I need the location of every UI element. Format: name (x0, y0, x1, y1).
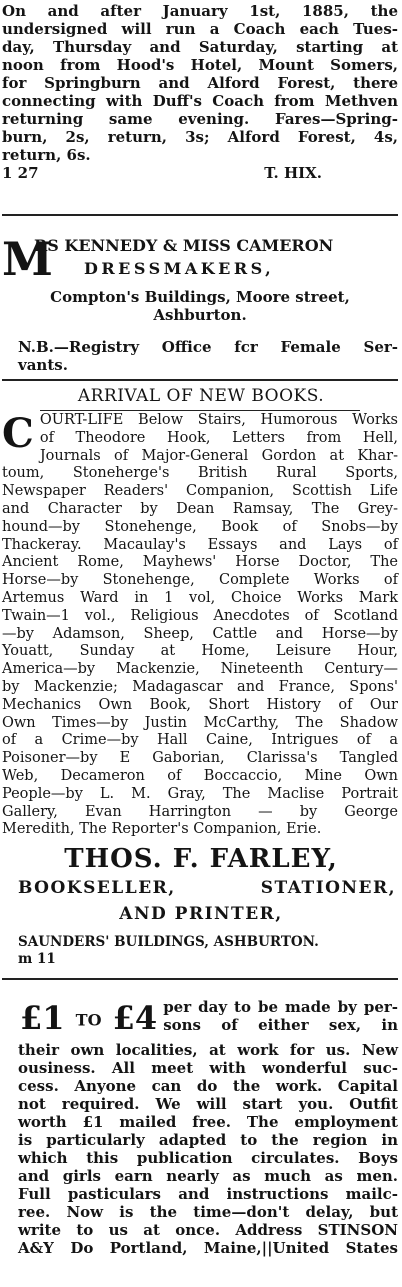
books-line: Ancient Rome, Mayhews' Horse Doctor, The (2, 554, 398, 571)
trade-name: DRESSMAKERS, (84, 259, 275, 278)
bookseller-name: THOS. F. FARLEY, (64, 844, 338, 875)
money-ad-heading (0, 998, 402, 1041)
drop-cap: C (2, 410, 34, 457)
money-ad-line: is particularly adapted to the region in (18, 1130, 398, 1149)
money-ad-line: Full pasticulars and instructions mailc- (18, 1184, 398, 1203)
trade-bookseller: BOOKSELLER, (18, 878, 176, 899)
drop-cap: M (2, 232, 53, 286)
books-line: toum, Stoneherge's British Rural Sports, (2, 465, 398, 482)
money-ad-line: worth £1 mailed free. The employment (18, 1112, 398, 1131)
money-ad-line: and girls earn nearly as much as men. (18, 1166, 398, 1185)
dressmakers-town: Ashburton. (153, 306, 247, 324)
money-ad-line: sons of either sex, in (163, 1016, 398, 1034)
money-ad-body (0, 1041, 402, 1257)
dressmakers-heading (0, 232, 402, 286)
books-line: Mechanics Own Book, Short History of Our (2, 696, 398, 713)
books-line: People—by L. M. Gray, The Maclise Portrait (2, 785, 398, 802)
coach-ad-line: undersigned will run a Coach each Tues- (2, 20, 398, 38)
coach-service-ad (0, 2, 402, 182)
coach-ad-line: connecting with Duff's Coach from Methven (2, 92, 398, 110)
books-line: Horse—by Stonehenge, Complete Works of (2, 572, 398, 589)
books-line: America—by Mackenzie, Nineteenth Century— (2, 661, 398, 678)
work-from-home-ad (0, 998, 402, 1257)
books-line: —by Adamson, Sheep, Cattle and Horse—by (2, 625, 398, 642)
ad-code: m 11 (18, 951, 56, 968)
books-ad-title: ARRIVAL OF NEW BOOKS. (77, 386, 325, 406)
books-line: Youatt, Sunday at Home, Leisure Hour, (2, 643, 398, 660)
books-line: OURT-LIFE Below Stairs, Humorous Works (39, 412, 398, 428)
money-ad-line: write to us at once. Address STINSON (18, 1220, 398, 1239)
earnings-headline (0, 998, 157, 1041)
books-list (0, 412, 402, 839)
ad-code: 1 27 (2, 164, 39, 182)
coach-ad-line: return, 6s. (2, 146, 91, 164)
registry-note: vants. (18, 356, 68, 374)
trade-printer: AND PRINTER, (119, 904, 283, 925)
books-line: Meredith, The Reporter's Companion, Erie. (2, 821, 322, 838)
books-line: Twain—1 vol., Religious Anecdotes of Scotland (2, 607, 398, 624)
coach-ad-footer (0, 164, 402, 182)
money-ad-line: which this publication circulates. Boys (18, 1148, 398, 1167)
coach-ad-line: noon from Hood's Hotel, Mount Somers, (2, 56, 398, 74)
books-line: Journals of Major-General Gordon at Khar- (39, 447, 398, 464)
books-line: hound—by Stonehenge, Book of Snobs—by (2, 518, 398, 535)
books-line: by Mackenzie; Madagascar and France, Spons' (2, 678, 398, 695)
money-ad-line: not required. We will start you. Outfit (18, 1094, 398, 1113)
money-ad-line: ree. Now is the time—don't delay, but (18, 1202, 398, 1221)
coach-ad-line: On and after January 1st, 1885, the (2, 2, 398, 20)
books-line: Poisoner—by E Gaborian, Clarissa's Tangled (2, 750, 398, 767)
books-line: of a Crime—by Hall Caine, Intrigues of a (2, 732, 398, 749)
trade-stationer: STATIONER, (260, 878, 396, 899)
column-divider (2, 214, 398, 216)
books-line: Web, Decameron of Boccaccio, Mine Own (2, 767, 398, 784)
title-underline (40, 410, 360, 411)
to-word: TO (75, 1010, 102, 1030)
dressmakers-ad (0, 232, 402, 374)
registry-note: N.B.—Registry Office fcr Female Ser- (18, 338, 398, 356)
books-line: and Character by Dean Ramsay, The Grey- (2, 500, 398, 517)
money-ad-line: per day to be made by per- (163, 998, 398, 1016)
books-line: Gallery, Evan Harrington — by George (2, 803, 398, 820)
dressmakers-address: Compton's Buildings, Moore street, (50, 288, 350, 306)
books-line: of Theodore Hook, Letters from Hell, (39, 429, 398, 446)
coach-ad-line: day, Thursday and Saturday, starting at (2, 38, 398, 56)
bookseller-trade (0, 875, 402, 901)
books-line: Thackeray. Macaulay's Essays and Lays of (2, 536, 398, 553)
advertiser-signature: T. HIX. (264, 164, 322, 182)
new-books-ad (0, 384, 402, 967)
coach-ad-line: for Springburn and Alford Forest, there (2, 74, 398, 92)
amount-low: £1 (20, 999, 65, 1037)
proprietors-name: RS KENNEDY & MISS CAMERON (34, 236, 334, 255)
books-line: Own Times—by Justin McCarthy, The Shadow (2, 714, 398, 731)
coach-ad-line: burn, 2s, return, 3s; Alford Forest, 4s, (2, 128, 398, 146)
money-ad-line: ousiness. All meet with wonderful suc- (18, 1058, 398, 1077)
bookseller-address: SAUNDERS' BUILDINGS, ASHBURTON. (18, 934, 319, 951)
books-line: Artemus Ward in 1 vol, Choice Works Mark (2, 589, 398, 606)
money-ad-line: A&Y Do Portland, Maine,||United States (18, 1238, 398, 1257)
money-ad-line: cess. Anyone can do the work. Capital (18, 1076, 398, 1095)
column-divider (2, 978, 398, 980)
money-ad-side-text (157, 998, 402, 1034)
books-line: Newspaper Readers' Companion, Scottish Life (2, 483, 398, 500)
coach-ad-line: returning same evening. Fares—Spring- (2, 110, 398, 128)
column-divider (2, 379, 398, 381)
money-ad-line: their own localities, at work for us. New (18, 1040, 398, 1059)
amount-high: £4 (112, 999, 158, 1037)
